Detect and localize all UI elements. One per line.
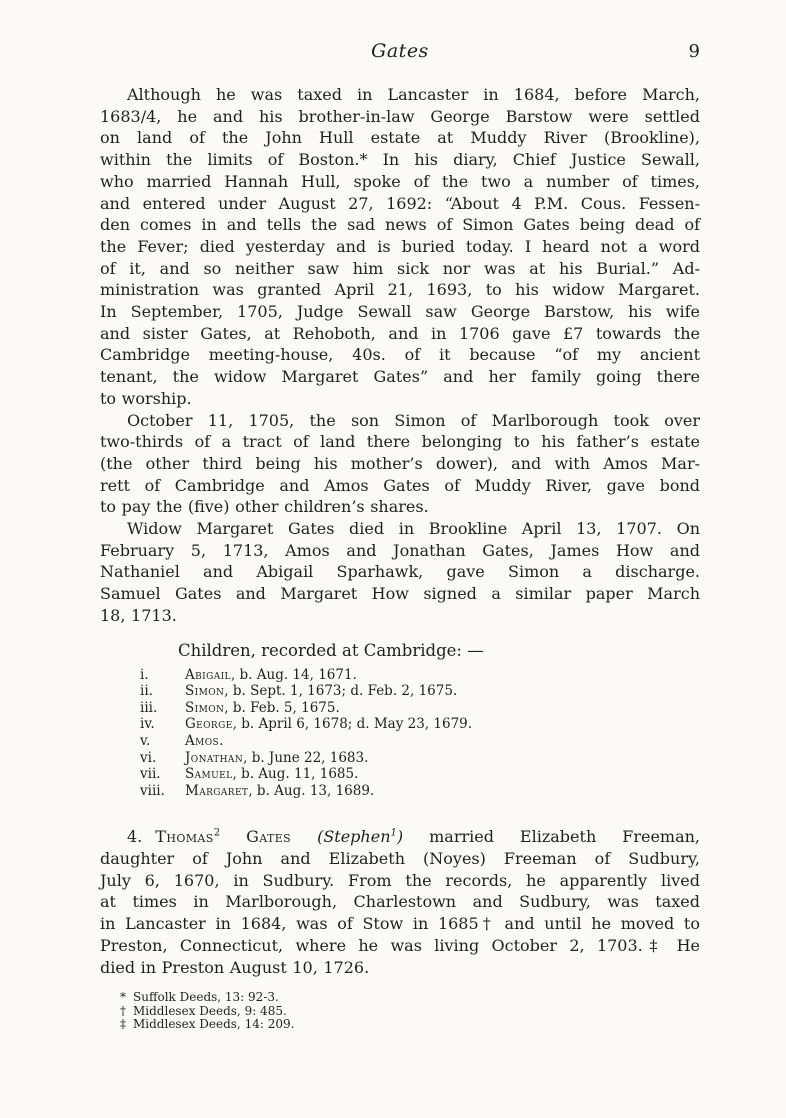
text-line: rett of Cambridge and Amos Gates of Muddy River, gave bond [100, 475, 700, 495]
child-name: George [185, 716, 233, 733]
child-row [100, 766, 700, 783]
running-head [100, 40, 700, 64]
page-number: 9 [688, 41, 700, 62]
child-numeral: i. [140, 666, 149, 683]
footnote-symbol: ‡ [120, 1017, 126, 1032]
entry-given-name: Thomas [155, 827, 214, 847]
text-line: Preston, Connecticut, where he was living October 2, 1703.‡ He [100, 935, 700, 955]
page-title: Gates [371, 40, 429, 62]
child-row [100, 667, 700, 684]
footnote-text: Suffolk Deeds, 13: 92-3. [133, 990, 279, 1005]
text-line: den comes in and tells the sad news of Simon Gates being dead of [100, 215, 700, 235]
entry-4-first-line [100, 826, 700, 848]
child-detail: . [219, 732, 224, 749]
child-name: Simon [185, 699, 225, 716]
paragraph-2 [100, 410, 700, 519]
text-line: died in Preston August 10, 1726. [100, 957, 370, 977]
footnote-symbol: * [120, 990, 126, 1005]
paragraph-3 [100, 518, 700, 627]
child-detail: , b. Aug. 11, 1685. [232, 766, 359, 783]
footnote-symbol: † [120, 1003, 126, 1018]
footnote [120, 1018, 700, 1032]
text-column [100, 0, 700, 1032]
child-numeral: viii. [140, 782, 165, 799]
child-row [100, 700, 700, 717]
child-name: Samuel [185, 766, 233, 783]
text-line: tenant, the widow Margaret Gates” and her family going there [100, 367, 700, 387]
children-list [100, 667, 700, 800]
footnote [120, 991, 700, 1005]
child-detail: , b. Aug. 14, 1671. [230, 666, 357, 683]
child-row [100, 750, 700, 767]
entry-4 [100, 826, 700, 978]
text-line: Nathaniel and Abigail Sparhawk, gave Simon a discharge. [100, 562, 700, 582]
text-line: on land of the John Hull estate at Muddy River (Brookline), [100, 128, 700, 148]
text-line: at times in Marlborough, Charlestown and Sudbury, was taxed [100, 892, 700, 912]
text-line: ministration was granted April 21, 1693, to his widow Margaret. [100, 280, 700, 300]
text-line: In September, 1705, Judge Sewall saw George Barstow, his wife [100, 302, 700, 322]
child-detail: , b. Sept. 1, 1673; d. Feb. 2, 1675. [224, 683, 458, 700]
text-line: Widow Margaret Gates died in Brookline April 13, 1707. On [127, 519, 700, 539]
child-row [100, 716, 700, 733]
footnotes [100, 991, 700, 1032]
text-line: in Lancaster in 1684, was of Stow in 1685† and until he moved to [100, 914, 700, 934]
child-numeral: vi. [140, 749, 157, 766]
child-name: Amos [185, 732, 220, 749]
child-numeral: iv. [140, 716, 155, 733]
footnote [120, 1005, 700, 1019]
text-line: 18, 1713. [100, 605, 177, 625]
child-name: Margaret [185, 782, 249, 799]
text-line: and sister Gates, at Rehoboth, and in 1706 gave £7 towards the [100, 323, 700, 343]
footnote-text: Middlesex Deeds, 9: 485. [133, 1003, 287, 1018]
text-line: Cambridge meeting-house, 40s. of it because “of my ancient [100, 345, 700, 365]
text-line: to worship. [100, 388, 192, 408]
entry-first-line-text: married Elizabeth Freeman, [429, 827, 701, 847]
child-numeral: iii. [140, 699, 158, 716]
paragraph-1 [100, 84, 700, 410]
text-line: to pay the (five) other children’s shares. [100, 497, 429, 517]
text-line: and entered under August 27, 1692: “About 4 P.M. Cous. Fessen- [100, 193, 700, 213]
text-line: who married Hannah Hull, spoke of the two a number of times, [100, 171, 700, 191]
child-row [100, 683, 700, 700]
text-line: July 6, 1670, in Sudbury. From the records, he apparently lived [100, 870, 700, 890]
parent-reference [317, 827, 403, 846]
text-line: October 11, 1705, the son Simon of Marlborough took over [127, 410, 700, 430]
child-detail: , b. April 6, 1678; d. May 23, 1679. [232, 716, 473, 733]
parent-superscript: 1 [390, 828, 397, 839]
text-line: two-thirds of a tract of land there belonging to his father’s estate [100, 432, 700, 452]
child-numeral: vii. [140, 766, 161, 783]
child-detail: , b. June 22, 1683. [243, 749, 369, 766]
entry-number: 4. [127, 827, 143, 847]
child-name: Abigail [185, 666, 231, 683]
text-line: (the other third being his mother’s dower), and with Amos Mar- [100, 453, 700, 473]
text-line: of it, and so neither saw him sick nor was at his Burial.” Ad- [100, 258, 700, 278]
text-line: daughter of John and Elizabeth (Noyes) Freeman of Sudbury, [100, 849, 700, 869]
text-line: February 5, 1713, Amos and Jonathan Gates, James How and [100, 540, 700, 560]
parent-name: (Stephen [317, 827, 391, 847]
text-line: within the limits of Boston.* In his diary, Chief Justice Sewall, [100, 150, 700, 170]
footnote-text: Middlesex Deeds, 14: 209. [133, 1017, 295, 1032]
child-detail: , b. Feb. 5, 1675. [224, 699, 340, 716]
child-detail: , b. Aug. 13, 1689. [248, 782, 375, 799]
parent-close-paren: ) [396, 827, 404, 847]
child-numeral: ii. [140, 683, 153, 700]
entry-surname: Gates [246, 827, 292, 847]
text-line: Although he was taxed in Lancaster in 1684, before March, [127, 85, 700, 104]
text-line: the Fever; died yesterday and is buried today. I heard not a word [100, 236, 700, 256]
child-numeral: v. [140, 732, 151, 749]
text-line: Samuel Gates and Margaret How signed a similar paper March [100, 584, 700, 604]
children-heading: Children, recorded at Cambridge: — [178, 640, 484, 660]
text-line: 1683/4, he and his brother-in-law George Barstow were settled [100, 106, 700, 126]
child-name: Simon [185, 683, 225, 700]
generation-superscript: 2 [213, 828, 221, 839]
child-row [100, 733, 700, 750]
child-row [100, 783, 700, 800]
child-name: Jonathan [185, 749, 244, 766]
